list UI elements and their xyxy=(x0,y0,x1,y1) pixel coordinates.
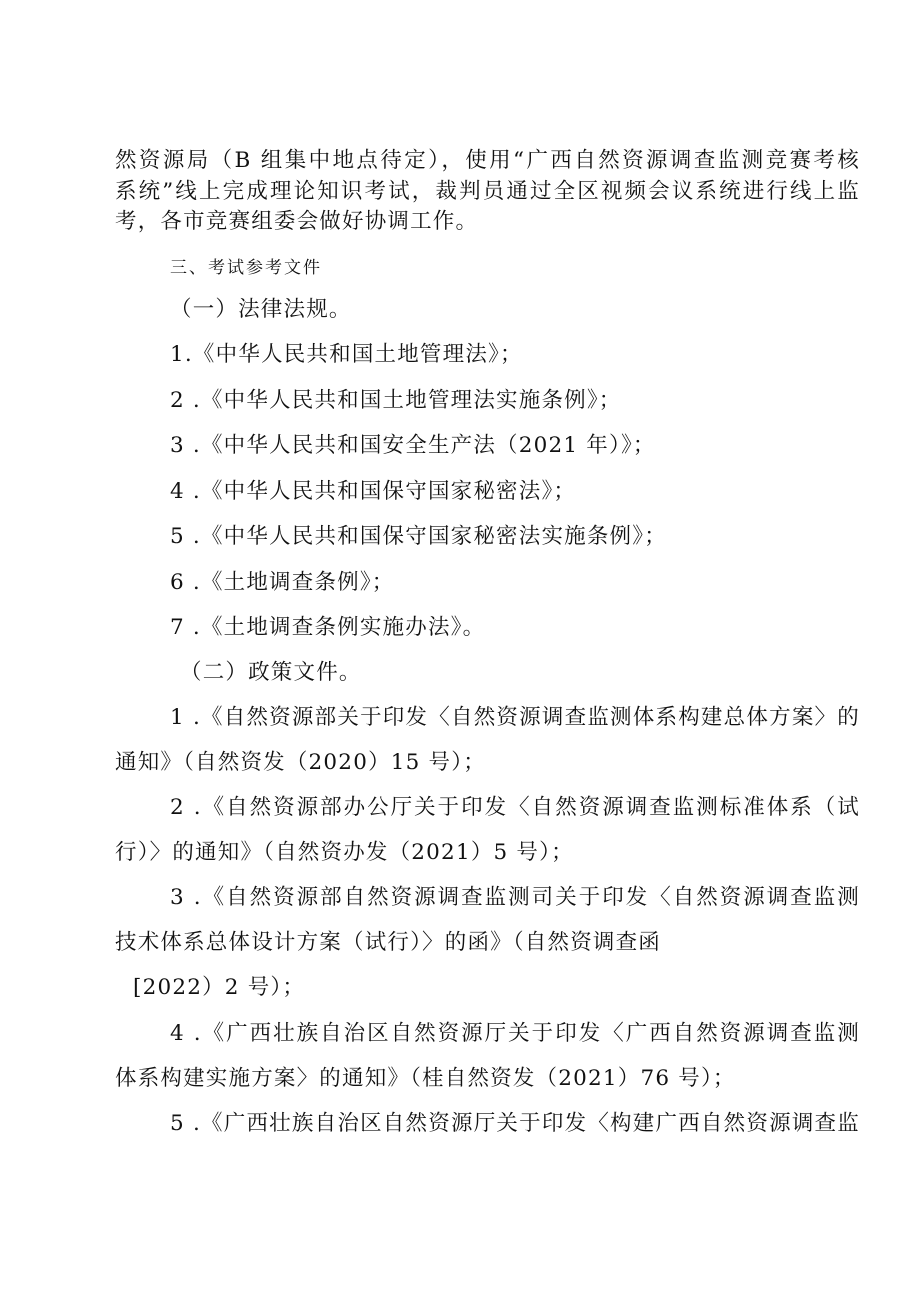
subsection-laws-title: （一）法律法规。 xyxy=(170,297,352,322)
policy-item-1-line-2: 通知》（自然资发（2020）15 号）； xyxy=(115,750,486,775)
subsection-policies-title: （二）政策文件。 xyxy=(180,660,362,685)
policy-item-3-line-1: 3 .《自然资源部自然资源调查监测司关于印发〈自然资源调查监测 xyxy=(170,885,860,910)
law-item-6: 6 .《土地调查条例》； xyxy=(170,570,395,595)
law-item-3: 3 .《中华人民共和国安全生产法（2021 年）》； xyxy=(170,433,656,458)
policy-item-4-line-1: 4 .《广西壮族自治区自然资源厅关于印发〈广西自然资源调查监测 xyxy=(170,1021,860,1046)
policy-item-5-line-1: 5 .《广西壮族自治区自然资源厅关于印发〈构建广西自然资源调查监 xyxy=(170,1111,860,1136)
policy-item-2-line-2: 行）〉的通知》（自然资办发（2021）5 号）； xyxy=(115,840,574,865)
law-item-1: 1.《中华人民共和国土地管理法》； xyxy=(170,342,523,367)
law-item-4: 4 .《中华人民共和国保守国家秘密法》； xyxy=(170,479,577,504)
law-item-5: 5 .《中华人民共和国保守国家秘密法实施条例》； xyxy=(170,524,667,549)
intro-line-3: 考，各市竞赛组委会做好协调工作。 xyxy=(115,209,479,234)
intro-line-1: 然资源局（B 组集中地点待定），使用“广西自然资源调查监测竞赛考核 xyxy=(115,148,860,173)
policy-item-1-line-1: 1 .《自然资源部关于印发〈自然资源调查监测体系构建总体方案〉的 xyxy=(170,705,860,730)
policy-item-3-line-3: [2022）2 号）； xyxy=(133,975,306,1000)
law-item-7: 7 .《土地调查条例实施办法》。 xyxy=(170,615,486,640)
intro-line-2: 系统”线上完成理论知识考试，裁判员通过全区视频会议系统进行线上监 xyxy=(115,179,860,204)
law-item-2: 2 .《中华人民共和国土地管理法实施条例》； xyxy=(170,388,622,413)
policy-item-4-line-2: 体系构建实施方案〉的通知》（桂自然资发（2021）76 号）； xyxy=(115,1066,736,1091)
policy-item-3-line-2: 技术体系总体设计方案（试行）〉的函》（自然资调查函 xyxy=(115,930,662,955)
section-title: 三、考试参考文件 xyxy=(170,258,322,278)
policy-item-2-line-1: 2 .《自然资源部办公厅关于印发〈自然资源调查监测标准体系（试 xyxy=(170,795,860,820)
